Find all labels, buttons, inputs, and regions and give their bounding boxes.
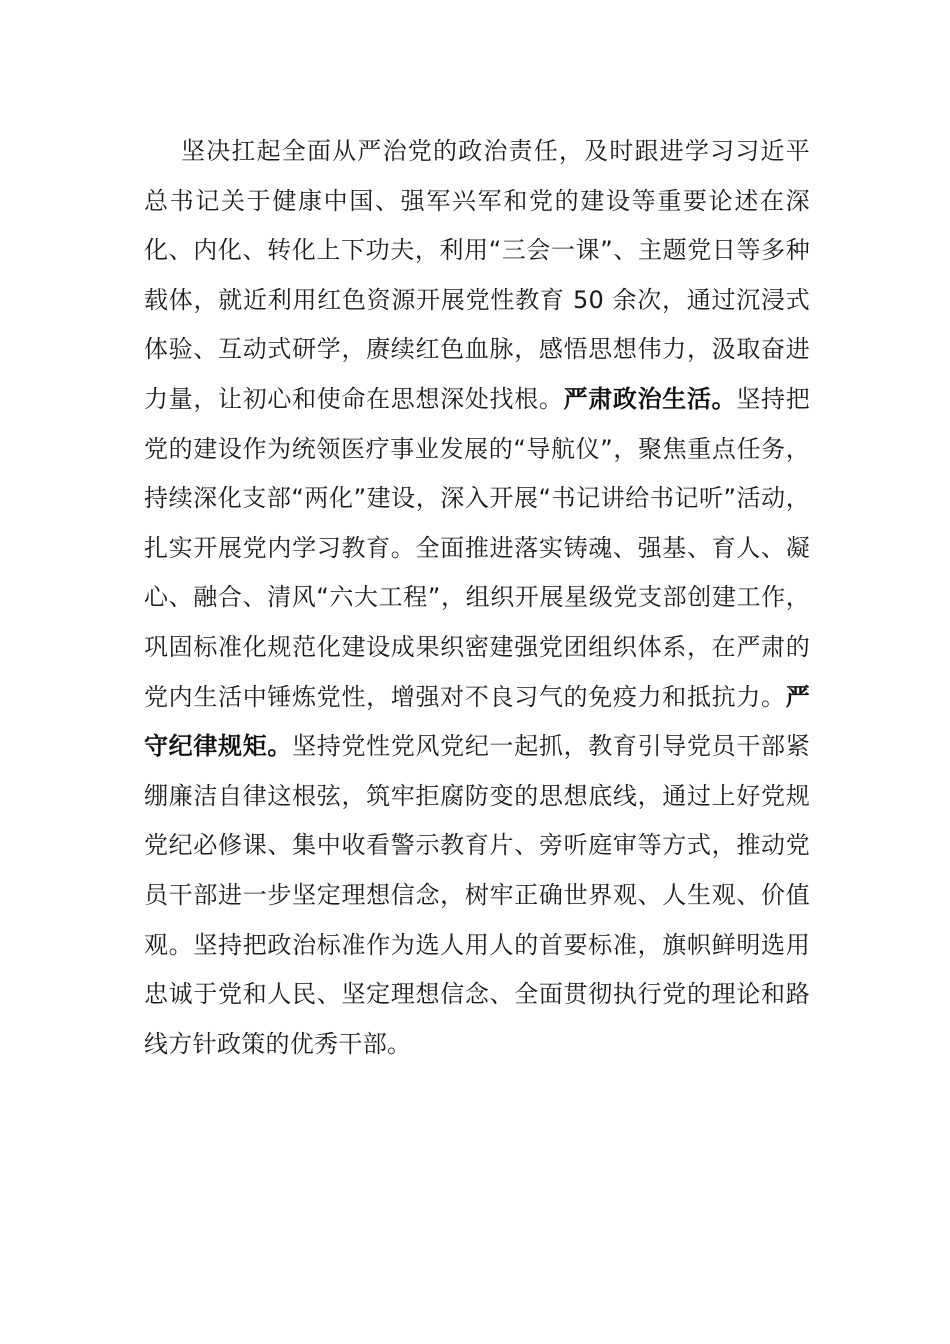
paragraph-text-3: 坚持党性党风党纪一起抓，教育引导党员干部紧绷廉洁自律这根弦，筑牢拒腐防变的思想底线，通过上好党规党纪必修课、集中收看警示教育片、旁听庭审等方式，推动党员干部进一步坚定理想信念，树牢正确世界观、人生观、价值观。坚持把政治标准作为选人用人的首要标准，旗帜鲜明选用忠诚于党和人民、坚定理想信念、全面贯彻执行党的理论和路线方针政策的优秀干部。	[144, 732, 810, 1058]
paragraph-text-2: 坚持把党的建设作为统领医疗事业发展的“导航仪”，聚焦重点任务，持续深化支部“两化”建设，深入开展“书记讲给书记听”活动，扎实开展党内学习教育。全面推进落实铸魂、强基、育人、凝心、融合、清风“六大工程”，组织开展星级党支部创建工作，巩固标准化规范化建设成果织密建强党团组织体系，在严肃的党内生活中锤炼党性，增强对不良习气的免疫力和抵抗力。	[144, 384, 810, 711]
paragraph-text-1: 坚决扛起全面从严治党的政治责任，及时跟进学习习近平总书记关于健康中国、强军兴军和党的建设等重要论述在深化、内化、转化上下功夫，利用“三会一课”、主题党日等多种载体，就近利用红色资源开展党性教育 50 余次，通过沉浸式体验、互动式研学，赓续红色血脉，感悟思想伟力，汲取奋进力量，让初心和使命在思想深处找根。	[144, 137, 810, 413]
section-heading-strict-discipline: 严守纪律规矩。	[144, 682, 810, 761]
section-heading-strict-political-life: 严肃政治生活。	[563, 384, 737, 413]
body-paragraph	[144, 127, 810, 1069]
